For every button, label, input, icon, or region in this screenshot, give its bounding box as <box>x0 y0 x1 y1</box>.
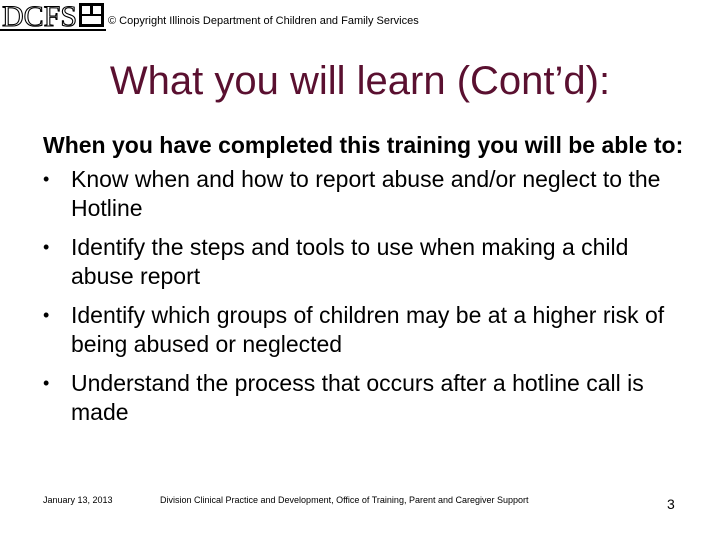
footer-division: Division Clinical Practice and Development, Office of Training, Parent and Caregiver Support <box>160 495 529 505</box>
copyright-notice: © Copyright Illinois Department of Children and Family Services <box>108 15 419 27</box>
bullet-icon: • <box>43 305 50 325</box>
dcfs-logo-lettering: DCFS <box>2 0 78 32</box>
learning-objectives-list <box>43 165 693 427</box>
list-item <box>43 165 693 223</box>
slide-title: What you will learn (Cont’d): <box>109 59 611 103</box>
bullet-icon: • <box>43 373 50 393</box>
list-item-text: Know when and how to report abuse and/or neglect to the Hotline <box>71 166 661 221</box>
bullet-icon: • <box>43 237 50 257</box>
slide-body <box>43 131 693 437</box>
list-item-text: Understand the process that occurs after a hotline call is made <box>71 370 644 425</box>
list-item <box>43 301 693 359</box>
intro-text: When you have completed this training you will be able to: <box>43 132 684 158</box>
bullet-icon: • <box>43 169 50 189</box>
list-item-text: Identify which groups of children may be at a higher risk of being abused or neglected <box>71 302 665 357</box>
dcfs-logo <box>0 0 106 32</box>
list-item <box>43 233 693 291</box>
footer-date: January 13, 2013 <box>43 495 113 505</box>
list-item-text: Identify the steps and tools to use when making a child abuse report <box>71 234 629 289</box>
page-number: 3 <box>667 496 675 512</box>
list-item <box>43 369 693 427</box>
